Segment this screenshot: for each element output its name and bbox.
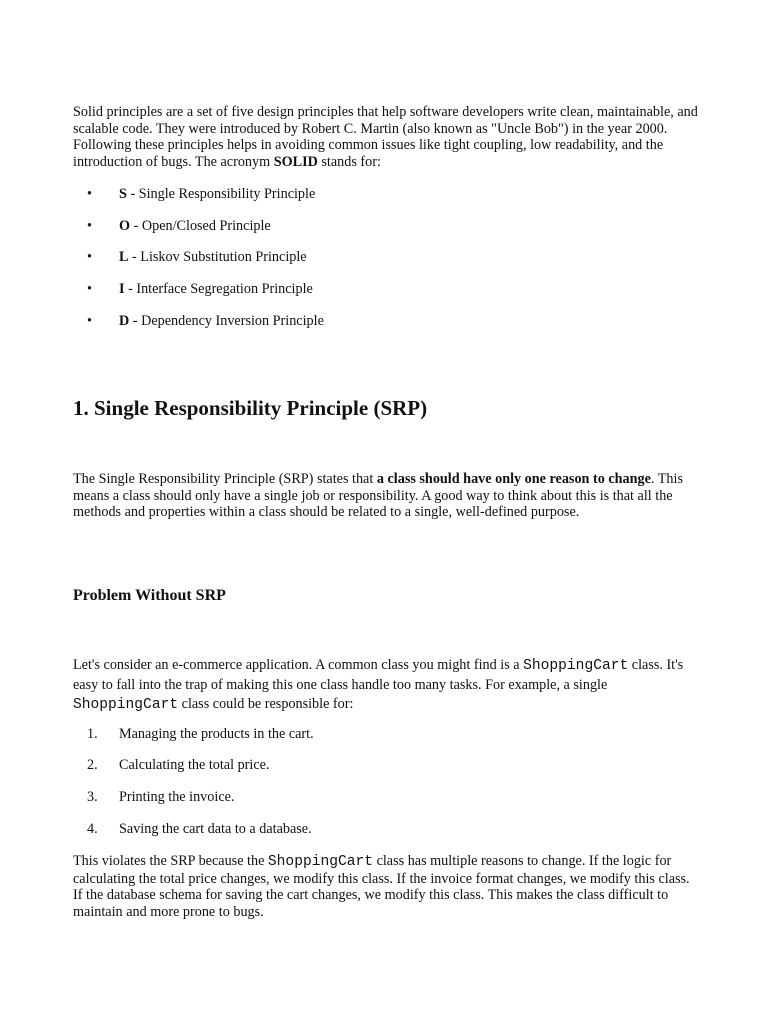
bullet-icon: • — [87, 313, 92, 329]
intro-text-end: stands for: — [317, 153, 381, 170]
code-inline: ShoppingCart — [523, 658, 629, 674]
list-item-text: - Single Responsibility Principle — [126, 186, 316, 202]
list-item-letter: L — [119, 249, 129, 265]
srp-bold-definition: a class should have only one reason to change — [376, 471, 651, 487]
problem-text: Let's consider an e-commerce application. A common class you might find is a — [73, 657, 524, 673]
list-item-text: Saving the cart data to a database. — [119, 821, 312, 837]
list-item-text: - Liskov Substitution Principle — [128, 249, 307, 265]
section-heading: 1. Single Responsibility Principle (SRP) — [73, 396, 428, 420]
list-item-text: Managing the products in the cart. — [119, 726, 314, 742]
list-item-text: - Open/Closed Principle — [130, 218, 271, 234]
violation-text-end: class has multiple reasons to change. If the logic for calculating the total price changes, we modify this class. If the invoice format changes, we modify this class. If the database schema for saving the cart changes, we modify this class. This makes the class difficult to maintain and more prone to bugs. — [73, 853, 690, 920]
code-inline: ShoppingCart — [73, 697, 179, 713]
list-number: 1. — [87, 726, 98, 742]
violation-text: This violates the SRP because the — [73, 853, 268, 869]
subsection-heading: Problem Without SRP — [73, 587, 226, 604]
bullet-icon: • — [87, 186, 92, 202]
list-item-letter: S — [119, 186, 127, 202]
intro-bold-acronym: SOLID — [273, 153, 318, 170]
list-number: 2. — [87, 757, 98, 773]
problem-text-end: class could be responsible for: — [178, 696, 354, 712]
violation-paragraph — [73, 853, 698, 920]
list-item-letter: I — [119, 281, 125, 297]
list-item-text: Calculating the total price. — [119, 757, 270, 773]
srp-text-end: . This means a class should only have a single job or responsibility. A good way to think about this is that all the methods and properties within a class should be related to a single, well-defined purpose. — [73, 471, 683, 521]
code-inline: ShoppingCart — [267, 854, 374, 870]
list-number: 4. — [87, 821, 98, 837]
list-item-letter: D — [119, 313, 130, 329]
list-number: 3. — [87, 789, 98, 805]
problem-paragraph — [73, 656, 698, 715]
bullet-icon: • — [87, 218, 92, 234]
bullet-icon: • — [87, 281, 92, 297]
srp-text: The Single Responsibility Principle (SRP) states that — [73, 471, 377, 487]
problem-text-mid: class. It's easy to fall into the trap of making this one class handle too many tasks. For example, a single — [73, 657, 684, 693]
intro-paragraph — [73, 104, 698, 170]
intro-text: Solid principles are a set of five design principles that help software developers write clean, maintainable, and scalable code. They were introduced by Robert C. Martin (also known as "Uncle Bob") in the year 2000. Following these principles helps in avoiding common issues like tight coupling, low readability, and the introduction of bugs. The acronym — [73, 104, 698, 170]
bullet-icon: • — [87, 249, 92, 265]
list-item-text: - Dependency Inversion Principle — [129, 313, 324, 329]
list-item-text: Printing the invoice. — [119, 789, 235, 805]
list-item-text: - Interface Segregation Principle — [124, 281, 313, 297]
list-item-letter: O — [119, 218, 131, 234]
srp-definition-paragraph — [73, 471, 698, 521]
